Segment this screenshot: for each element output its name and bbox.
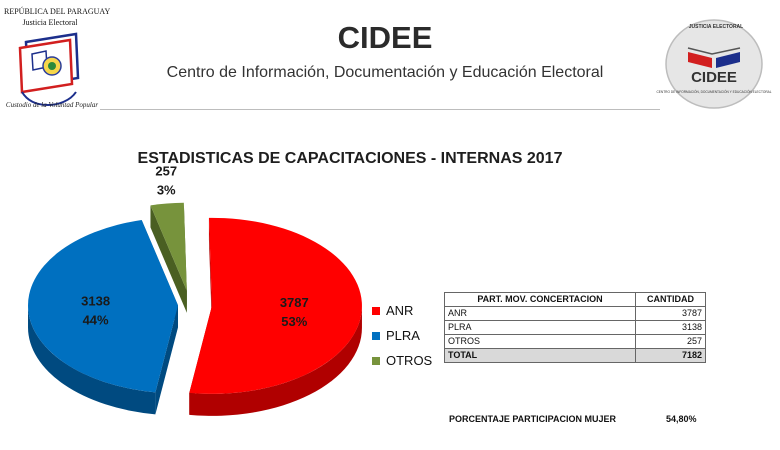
cidee-logo: [656, 18, 772, 110]
table-total-label: TOTAL: [445, 349, 636, 363]
table-header-party: PART. MOV. CONCERTACION: [445, 293, 636, 307]
cidee-logo-name: CIDEE: [691, 69, 737, 86]
legend-item-otros: [372, 348, 432, 373]
table-header-quantity: CANTIDAD: [636, 293, 706, 307]
legend-item-anr: [372, 298, 432, 323]
table-cell-party: OTROS: [445, 335, 636, 349]
legend-label-anr: ANR: [386, 303, 414, 318]
logo-motto: Custodio de la Voluntad Popular: [5, 101, 99, 109]
table-cell-quantity: 3787: [636, 307, 706, 321]
logo-republic-text: REPÚBLICA DEL PARAGUAY: [4, 7, 111, 16]
legend-swatch-plra: [372, 332, 380, 340]
pie-percent-label-plra: 44%: [82, 312, 109, 328]
table-row: [445, 335, 706, 349]
pie-percent-label-anr: 53%: [281, 314, 308, 330]
table-row: [445, 307, 706, 321]
women-participation-value: 54,80%: [666, 414, 697, 424]
header-divider: [100, 109, 660, 110]
page-title: CIDEE: [337, 20, 433, 55]
legend-label-otros: OTROS: [386, 353, 433, 368]
table-cell-party: PLRA: [445, 321, 636, 335]
table-cell-party: ANR: [445, 307, 636, 321]
pie-value-label-anr: 3787: [279, 295, 309, 311]
cidee-logo-caption: CENTRO DE INFORMACIÓN, DOCUMENTACIÓN Y EDUCACIÓN ELECTORAL: [656, 90, 772, 94]
table-total-value: 7182: [636, 349, 706, 363]
table-cell-quantity: 3138: [636, 321, 706, 335]
table-total-row: [445, 349, 706, 363]
legend-item-plra: [372, 323, 432, 348]
chart-title: ESTADISTICAS DE CAPACITACIONES - INTERNAS 2017: [137, 150, 563, 167]
pie-value-label-plra: 3138: [81, 293, 111, 309]
pie-value-label-otros: 257: [155, 163, 178, 179]
chart-legend: [372, 298, 432, 373]
table-header-row: [445, 293, 706, 307]
legend-swatch-otros: [372, 357, 380, 365]
table-row: [445, 321, 706, 335]
legend-swatch-anr: [372, 307, 380, 315]
logo-justicia-text: Justicia Electoral: [22, 18, 78, 27]
women-participation-label: PORCENTAJE PARTICIPACION MUJER: [449, 414, 617, 424]
cidee-logo-top-text: JUSTICIA ELECTORAL: [688, 24, 744, 30]
table-cell-quantity: 257: [636, 335, 706, 349]
page-subtitle: Centro de Información, Documentación y Educación Electoral: [166, 64, 604, 81]
legend-label-plra: PLRA: [386, 328, 420, 343]
pie-tops: [28, 203, 362, 394]
results-table: [444, 292, 706, 363]
pie-percent-label-otros: 3%: [156, 182, 176, 198]
